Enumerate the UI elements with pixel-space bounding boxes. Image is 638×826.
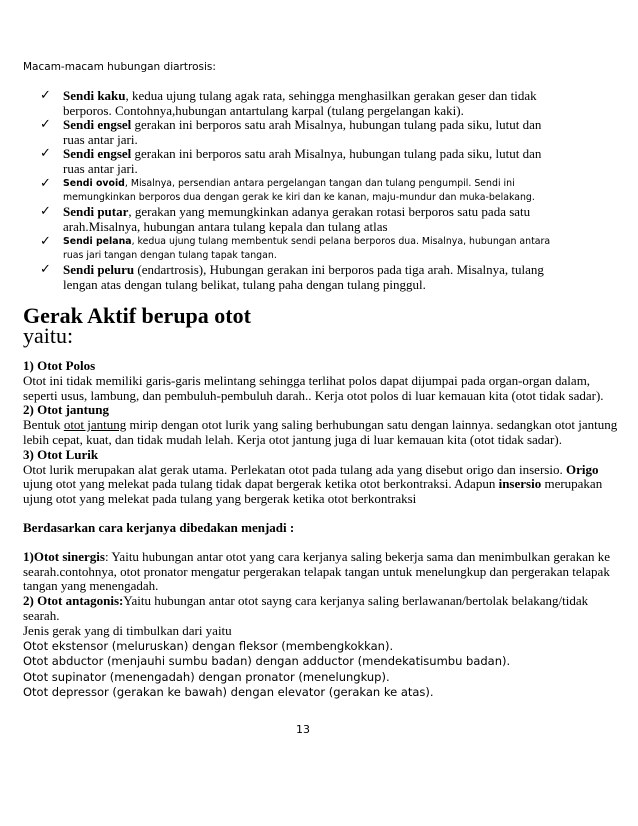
- section-heading: Gerak Aktif berupa otot: [23, 303, 251, 328]
- list-item: ✓ Sendi kaku, kedua ujung tulang agak rata, sehingga menghasilkan gerakan geser dan tidak berporos. Contohnya,hubungan antartulang karpal (tulang pergelangan kaki).: [40, 88, 537, 118]
- page-number: 13: [296, 723, 310, 736]
- body-text: [23, 359, 623, 701]
- check-icon: ✓: [40, 204, 51, 220]
- pair-line: Otot depressor (gerakan ke bawah) dengan elevator (gerakan ke atas).: [23, 685, 434, 700]
- check-icon: ✓: [40, 262, 51, 278]
- check-icon: ✓: [40, 146, 51, 162]
- diartrosis-list: [40, 89, 560, 293]
- jenis-gerak-text: Jenis gerak yang di timbulkan dari yaitu: [23, 622, 232, 638]
- check-icon: ✓: [40, 88, 51, 103]
- otot-lurik-label: 3) Otot Lurik: [23, 446, 99, 462]
- pair-line: Otot abductor (menjauhi sumbu badan) dengan adductor (mendekatisumbu badan).: [23, 654, 511, 669]
- otot-jantung-label: 2) Otot jantung: [23, 402, 109, 418]
- intro-text: Macam-macam hubungan diartrosis:: [23, 61, 216, 73]
- pair-line: Otot ekstensor (meluruskan) dengan fleksor (membengkokkan).: [23, 638, 394, 653]
- list-item: ✓ Sendi pelana, kedua ujung tulang membentuk sendi pelana berporos dua. Misalnya, hubungan antara ruas jari tangan dengan tulang tapak tangan.: [40, 233, 551, 261]
- section-subheading: yaitu:: [23, 323, 74, 348]
- pair-line: Otot supinator (menengadah) dengan pronator (menelungkup).: [23, 669, 390, 684]
- otot-jantung-link[interactable]: otot jantung: [63, 417, 127, 433]
- otot-lurik-text: Otot lurik merupakan alat gerak utama. Perlekatan otot pada tulang ada yang disebut origo dan insersio. Origo ujung otot yang melekat pada tulang tidak dapat bergerak ketika otot berkontraksi. Adapun insersio merupakan ujung otot yang melekat pada tulang yang bergerak ketika otot berkontraksi: [23, 461, 603, 507]
- otot-antagonis-text: 2) Otot antagonis:Yaitu hubungan antar otot sayng cara kerjanya saling berlawanan/bertolak belakang/tidak searah.: [23, 593, 589, 623]
- otot-jantung-text: Bentuk otot jantung mirip dengan otot lurik yang saling berhubungan satu dengan lainnya. sedangkan otot jantung lebih cepat, kuat, dan tidak mudah lelah. Kerja otot jantung juga di luar kemauan kita (otot tidak sadar).: [23, 417, 618, 447]
- list-item: ✓ Sendi ovoid, Misalnya, persendian antara pergelangan tangan dan tulang pengumpil. Sendi ini memungkinkan berporos dua dengan gerak ke kiri dan ke kanan, maju-mundur dan muka-belakang.: [40, 175, 535, 203]
- cara-kerja-heading: Berdasarkan cara kerjanya dibedakan menjadi :: [23, 519, 295, 535]
- otot-polos-text: Otot ini tidak memiliki garis-garis melintang sehingga terlihat polos dapat dijumpai pada organ-organ dalam, seperti usus, lambung, dan pembuluh-pembuluh darah.. Kerja otot polos di luar kemauan kita (otot tidak sadar).: [23, 372, 604, 403]
- list-item: ✓ Sendi putar, gerakan yang memungkinkan adanya gerakan rotasi berporos satu pada satu arah.Misalnya, hubungan antara tulang kepala dan tulang atlas: [40, 204, 531, 234]
- list-item: ✓ Sendi engsel gerakan ini berporos satu arah Misalnya, hubungan tulang pada siku, lutut dan ruas antar jari.: [40, 146, 542, 176]
- list-item: ✓ Sendi peluru (endartrosis), Hubungan gerakan ini berporos pada tiga arah. Misalnya, tulang lengan atas dengan tulang belikat, tulang paha dengan tulang pinggul.: [40, 262, 544, 292]
- list-item: ✓ Sendi engsel gerakan ini berporos satu arah Misalnya, hubungan tulang pada siku, lutut dan ruas antar jari.: [40, 117, 542, 147]
- otot-sinergis-text: 1)Otot sinergis: Yaitu hubungan antar otot yang cara kerjanya saling bekerja sama dan menimbulkan gerakan ke searah.contohnya, otot pronator mengatur pergerakan telapak tangan untuk menelungkup dan pergerakan telapak tangan yang menengadah.: [23, 548, 610, 594]
- otot-polos-label: 1) Otot Polos: [23, 358, 96, 373]
- check-icon: ✓: [40, 233, 51, 249]
- check-icon: ✓: [40, 175, 51, 191]
- check-icon: ✓: [40, 117, 51, 133]
